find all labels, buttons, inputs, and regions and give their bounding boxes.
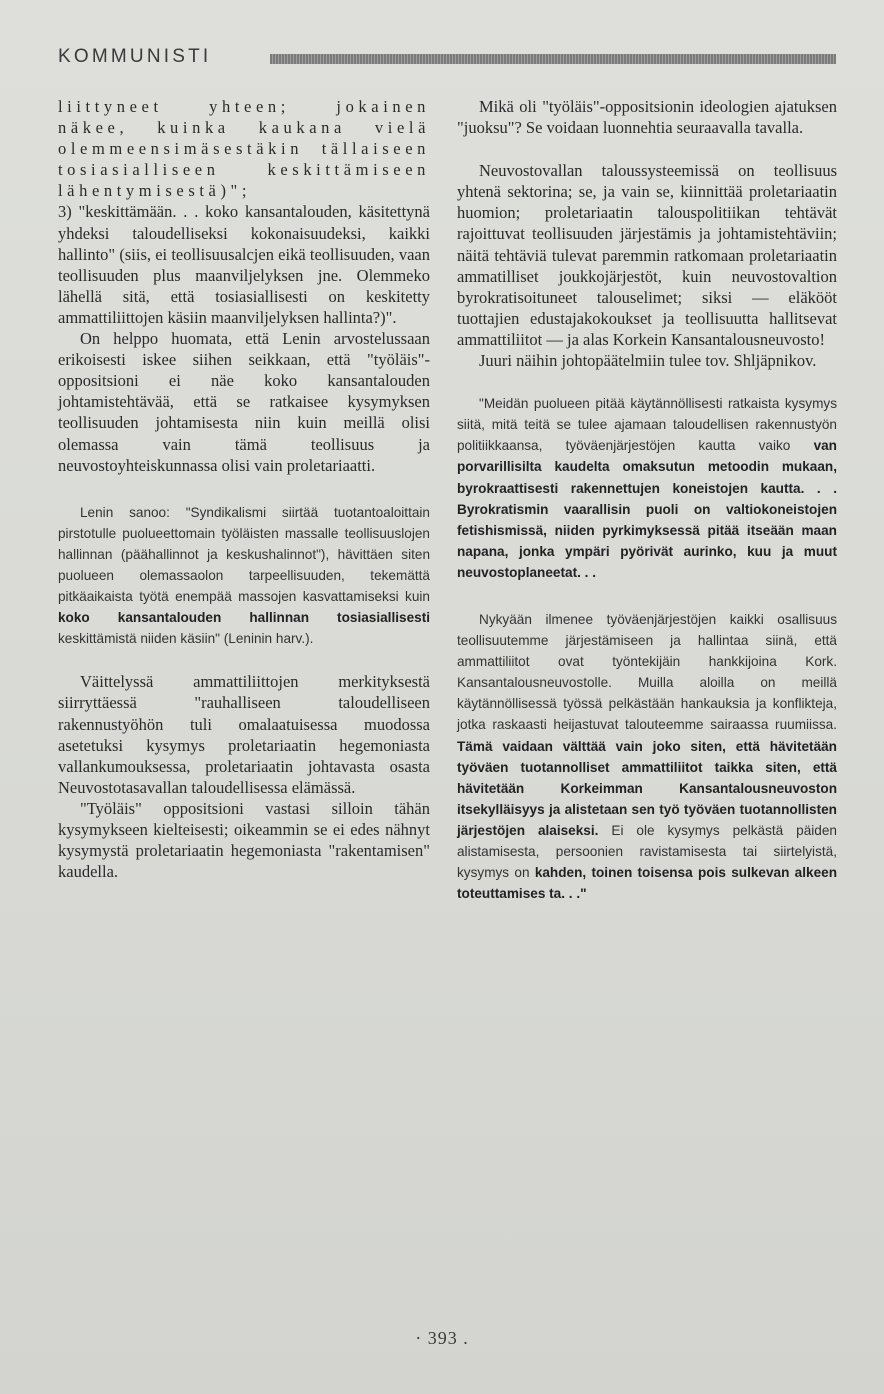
lenin-quote-text-a: Lenin sanoo: "Syndikalismi siirtää tuotantoaloittain pirstotulle puolueettomain työläisten massalle teollisuuslojen hallinnan (päähallinnot ja keskushalinnot"), hävittäen siten puolueen olemassaolon tarpeellisuuden, tekemättä pitkäaikaista työtä enempää massojen kasvattamiseksi kuin (58, 504, 430, 605)
right-paragraph-4-text-c: Ei ole kysymys pelkästä päiden alistamisesta, persoonien ravistamisesta tai siirtelyistä, kysymys on (457, 822, 837, 881)
lenin-quote (58, 502, 430, 650)
right-paragraph-2: Neuvostovallan taloussysteemissä on teollisuus yhtenä sektorina; se, ja vain se, kiinnittää proletariaatin huomion; proletariaatin talouspolitiikan tehtävät rajoittuvat teollisuuden järjestämis ja johtamistehtäviin; näitä tehtäviä tulevat paremmin ratkomaan proletariaatin ammatilliset joukkojärjestöt, kuin neuvostovaltion byrokratisoituneet talouselimet; siksi — eläkööt tuottajien edustajakokoukset ja teollisuutta hallitsevat ammattiliitot — ja alas Korkein Kansantalousneuvosto! (457, 161, 837, 349)
page-header (58, 44, 838, 74)
left-paragraph-4: Väittelyssä ammattiliittojen merkityksestä siirryttäessä "rauhalliseen taloudelliseen rakennustyöhön tuli omalaatuisessa muodossa asetetuksi kysymys proletariaatin hegemoniasta vallankumouksessa, proletariaatin johtavasta osasta Neuvostotasavallan taloudellisessa elämässä. (58, 672, 430, 797)
right-paragraph-3: Juuri näihin johtopäätelmiin tulee tov. Shljäpnikov. (479, 351, 817, 371)
left-paragraph-3: On helppo huomata, että Lenin arvostelussaan erikoisesti iskee siihen seikkaan, että "työläis"-oppositsioni ei näe koko kansantalouden johtamistehtävää, että se ratkaisee kysymyksen teollisuuden johtamisesta niin kuin meillä olisi olemassa vain tämä teollisuus ja neuvostoyhteiskunnassa olisi vain proletariaatti. (58, 329, 430, 475)
spacer (58, 476, 430, 502)
shljapnikov-quote (457, 393, 837, 583)
shljapnikov-quote-text-a: "Meidän puolueen pitää käytännöllisesti ratkaista kysymys siitä, mitä teitä se tulee ajamaan taloudellisen rakennustyön politiikkaansa, työväenjärjestöjen kautta vaiko (457, 396, 837, 454)
right-paragraph-4-emphasis-d: kahden, toinen toisensa pois sulkevan alkeen toteuttamises ta. . ." (457, 865, 837, 902)
lenin-quote-emphasis: koko kansantalouden hallinnan tosiasiallisesti (58, 610, 430, 626)
right-paragraph-4 (457, 609, 837, 904)
spacer (457, 583, 837, 609)
journal-name: KOMMUNISTI (58, 46, 212, 67)
spacer (457, 138, 837, 160)
shljapnikov-quote-emphasis: van porvarillisilta kaudelta omaksutun metoodin mukaan, byrokraattisesti rakennettujen koneistojen kautta. . . Byrokratismin vaarallisin puoli on valtiokoneistojen fetishismissä, niiden pyrkimyksessä pitää itseään maan napana, jonka ympäri pyörivät aurinko, kuu ja muut neuvostoplaneetat. . . (457, 438, 837, 580)
lenin-quote-text-c: keskittämistä niiden käsiin" (Leninin harv.). (58, 631, 314, 647)
spacer (58, 649, 430, 671)
page-number: · 393 . (415, 1328, 469, 1348)
left-column (58, 96, 430, 882)
header-rule (270, 54, 836, 64)
right-paragraph-1: Mikä oli "työläis"-oppositsionin ideologien ajatuksen "juoksu"? Se voidaan luonnehtia seuraavalla tavalla. (457, 97, 837, 138)
left-paragraph-1: liittyneet yhteen; jokainen näkee, kuinka kaukana vielä olemmeensimäsestäkin tällaiseen tosiasialliseen keskittämiseen lähentymisestä)"; (58, 97, 430, 201)
left-paragraph-2: 3) "keskittämään. . . koko kansantalouden, käsitettynä yhdeksi taloudelliseksi kokonaisuudeksi, kaikki hallinto" (siis, ei teollisuusalcjen eikä teollisuuden, vaan teollisuuden plus maanviljelyksen jne. Olemmeko lähellä sitä, että tosiasiallisesti on keskitetty ammattiliittojen käsiin maanviljelyksen hallinta?)". (58, 202, 430, 327)
left-paragraph-5: "Työläis" oppositsioni vastasi silloin tähän kysymykseen kielteisesti; oikeammin se ei edes nähnyt kysymystä proletariaatin hegemoniasta "rakentamisen" kaudella. (58, 798, 430, 882)
right-paragraph-4-emphasis-b: Tämä vaidaan välttää vain joko siten, että hävitetään työväen tuotannolliset ammattiliitot taikka siten, että hävitetään Korkeimman Kansantalousneuvoston itsekylläisyys ja alistetaan sen työ työväen tuotannollisten järjestöjen alaiseksi. (457, 738, 837, 838)
right-paragraph-4-text-a: Nykyään ilmenee työväenjärjestöjen kaikki osallisuus teollisuutemme järjestämiseen ja hallintaa siinä, että ammattiliitot ovat työntekijäin hankkijoina Kork. Kansantalousneuvostolle. Muilla aloilla on meillä käytännöllisessä työssä pelkästään hankauksia ja konflikteja, jotka raskaasti heijastuvat talouteemme sairaassa ruumiissa. (457, 611, 837, 733)
spacer (457, 371, 837, 393)
right-column (457, 96, 837, 904)
